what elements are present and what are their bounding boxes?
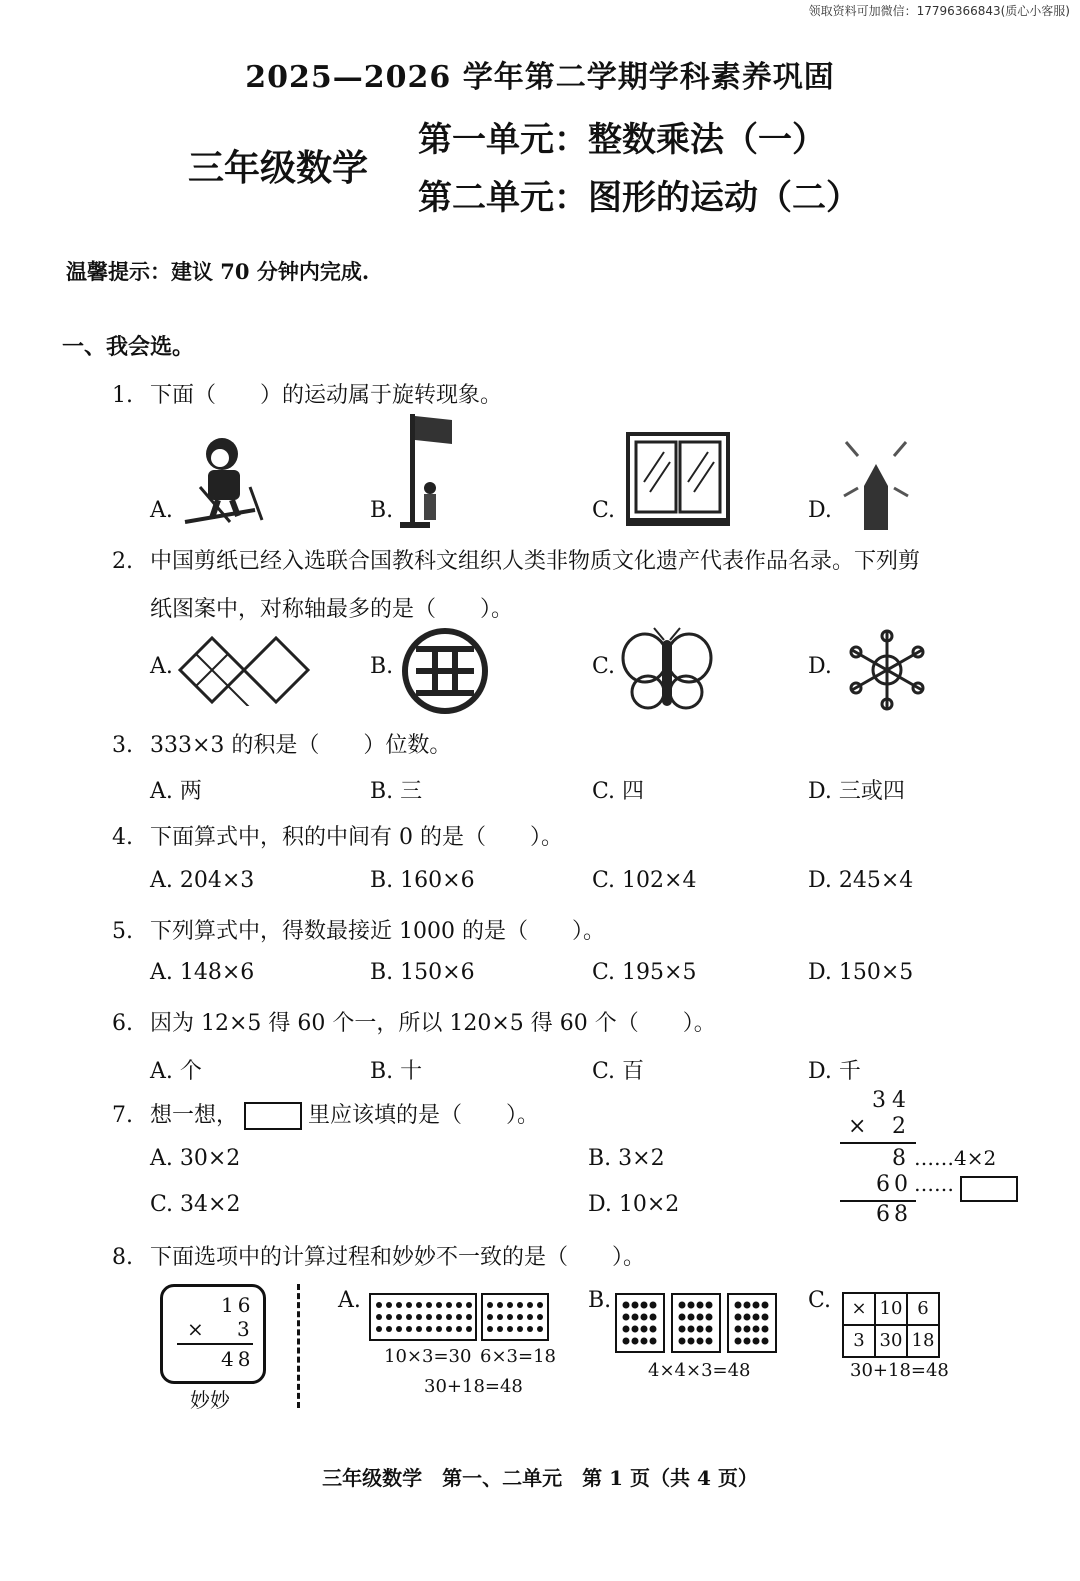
- dot-array-image-b: [614, 1292, 778, 1356]
- q3-option-d: D. 三或四: [808, 779, 905, 804]
- q8-a-eq2: 6×3=18: [480, 1346, 556, 1367]
- question-text: 下面算式中，积的中间有 0 的是（ ）。: [150, 825, 563, 850]
- q4-option-a: A. 204×3: [150, 868, 255, 893]
- dashed-divider: [297, 1284, 300, 1408]
- watermark-text: 领取资料可加微信：17796366843(质心小客服): [808, 4, 1070, 18]
- table-cell: ×: [844, 1294, 876, 1326]
- butterfly-pattern-image: [620, 626, 714, 716]
- question-text: 因为 12×5 得 60 个一，所以 120×5 得 60 个（ ）。: [150, 1011, 716, 1036]
- question-number: 7.: [112, 1103, 133, 1128]
- question-text: 下面选项中的计算过程和妙妙不一致的是（ ）。: [150, 1245, 646, 1270]
- question-text: 下列算式中，得数最接近 1000 的是（ ）。: [150, 919, 605, 944]
- q1-option-d-label: D.: [808, 498, 832, 523]
- table-cell: 3: [844, 1326, 876, 1358]
- q5-option-a: A. 148×6: [150, 960, 255, 985]
- skier-image: [180, 432, 270, 527]
- multiplication-table: [842, 1292, 940, 1358]
- knot-pattern-image: [176, 634, 312, 706]
- q4-option-c: C. 102×4: [592, 868, 697, 893]
- calc-multiply-sign: ×: [848, 1114, 867, 1139]
- section-heading: 一、我会选。: [62, 334, 195, 360]
- question-number: 2.: [112, 549, 133, 574]
- rocket-image: [836, 436, 916, 532]
- snowflake-pattern-image: [844, 626, 930, 714]
- question-4: [112, 820, 563, 851]
- answer-box: [244, 1102, 302, 1130]
- table-cell: 10: [876, 1294, 908, 1326]
- question-2-line2: 纸图案中，对称轴最多的是（ ）。: [150, 597, 514, 622]
- q7-option-c: C. 34×2: [150, 1192, 241, 1217]
- question-number: 5.: [112, 919, 133, 944]
- mm-line: [177, 1343, 253, 1345]
- q4-option-d: D. 245×4: [808, 868, 914, 893]
- calc-row2-note: ……: [914, 1172, 954, 1196]
- q6-option-d: D. 千: [808, 1059, 861, 1084]
- sliding-window-image: [626, 432, 730, 527]
- calc-row1-note: ……4×2: [914, 1146, 997, 1170]
- q8-c-eq: 30+18=48: [850, 1360, 949, 1381]
- calc-result: 68: [876, 1202, 912, 1227]
- grade-subject: 三年级数学: [188, 147, 369, 189]
- q8-option-c-label: C.: [808, 1288, 832, 1313]
- q3-option-b: B. 三: [370, 779, 423, 804]
- q8-a-eq3: 30+18=48: [424, 1376, 523, 1397]
- calc-row2: 60: [876, 1172, 912, 1197]
- q1-option-c-label: C.: [592, 498, 616, 523]
- q7-option-a: A. 30×2: [150, 1146, 241, 1171]
- calc-top-number: 34: [872, 1088, 912, 1113]
- q5-option-d: D. 150×5: [808, 960, 914, 985]
- calc-second-number: 2: [892, 1114, 906, 1139]
- unit1-title: 第一单元：整数乘法（一）: [418, 120, 826, 160]
- q2-option-c-label: C.: [592, 654, 616, 679]
- miaomiao-calc-card: [160, 1284, 266, 1384]
- mm-top-number: 16: [221, 1293, 255, 1317]
- q2-option-b-label: B.: [370, 654, 394, 679]
- q6-option-a: A. 个: [150, 1059, 202, 1084]
- q1-option-b-label: B.: [370, 498, 394, 523]
- dot-array-image-a: [368, 1292, 552, 1342]
- question-number: 3.: [112, 733, 133, 758]
- question-6: [112, 1006, 716, 1037]
- flag-raising-image: [396, 412, 456, 530]
- q7-option-b: B. 3×2: [588, 1146, 665, 1171]
- question-number: 8.: [112, 1245, 133, 1270]
- question-2: [112, 544, 920, 575]
- q4-option-b: B. 160×6: [370, 868, 475, 893]
- q8-a-eq1: 10×3=30: [384, 1346, 472, 1367]
- calc-row1: 8: [892, 1146, 906, 1171]
- q8-b-eq: 4×4×3=48: [648, 1360, 751, 1381]
- calc-line: [840, 1142, 916, 1144]
- table-cell: 30: [876, 1326, 908, 1358]
- question-text: 333×3 的积是（ ）位数。: [150, 733, 452, 758]
- q3-option-a: A. 两: [150, 779, 202, 804]
- vertical-multiplication: [836, 1088, 1036, 1230]
- q7-option-d: D. 10×2: [588, 1192, 680, 1217]
- question-7: [112, 1098, 539, 1130]
- calc-answer-box: [960, 1176, 1018, 1202]
- q1-option-a-label: A.: [150, 498, 173, 523]
- mm-multiply-sign: ×: [187, 1317, 204, 1341]
- question-1: [112, 378, 502, 409]
- table-cell: 18: [908, 1326, 940, 1358]
- question-3: [112, 728, 451, 759]
- q3-option-c: C. 四: [592, 779, 645, 804]
- q8-option-b-label: B.: [588, 1288, 612, 1313]
- q6-option-c: C. 百: [592, 1059, 645, 1084]
- question-text: 下面（ ）的运动属于旋转现象。: [150, 383, 503, 408]
- q5-option-b: B. 150×6: [370, 960, 475, 985]
- question-8: [112, 1240, 645, 1271]
- question-number: 6.: [112, 1011, 133, 1036]
- question-text-a: 想一想，: [150, 1103, 239, 1128]
- question-number: 1.: [112, 383, 133, 408]
- q5-option-c: C. 195×5: [592, 960, 697, 985]
- exam-title: 2025—2026 学年第二学期学科素养巩固: [245, 60, 835, 95]
- circle-pattern-image: [402, 628, 488, 714]
- question-number: 4.: [112, 825, 133, 850]
- mm-second-number: 3: [237, 1317, 250, 1341]
- q2-option-d-label: D.: [808, 654, 832, 679]
- q6-option-b: B. 十: [370, 1059, 423, 1084]
- miaomiao-name: 妙妙: [190, 1388, 230, 1412]
- question-5: [112, 914, 605, 945]
- tip-text: 温馨提示：建议 70 分钟内完成.: [66, 259, 370, 284]
- unit2-title: 第二单元：图形的运动（二）: [418, 178, 860, 218]
- mm-result: 48: [221, 1347, 255, 1371]
- question-text: 中国剪纸已经入选联合国教科文组织人类非物质文化遗产代表作品名录。下列剪: [150, 549, 921, 574]
- page-footer: 三年级数学 第一、二单元 第 1 页（共 4 页）: [322, 1466, 758, 1490]
- table-cell: 6: [908, 1294, 940, 1326]
- question-text-b: 里应该填的是（ ）。: [308, 1103, 540, 1128]
- q2-option-a-label: A.: [150, 654, 173, 679]
- q8-option-a-label: A.: [338, 1288, 361, 1313]
